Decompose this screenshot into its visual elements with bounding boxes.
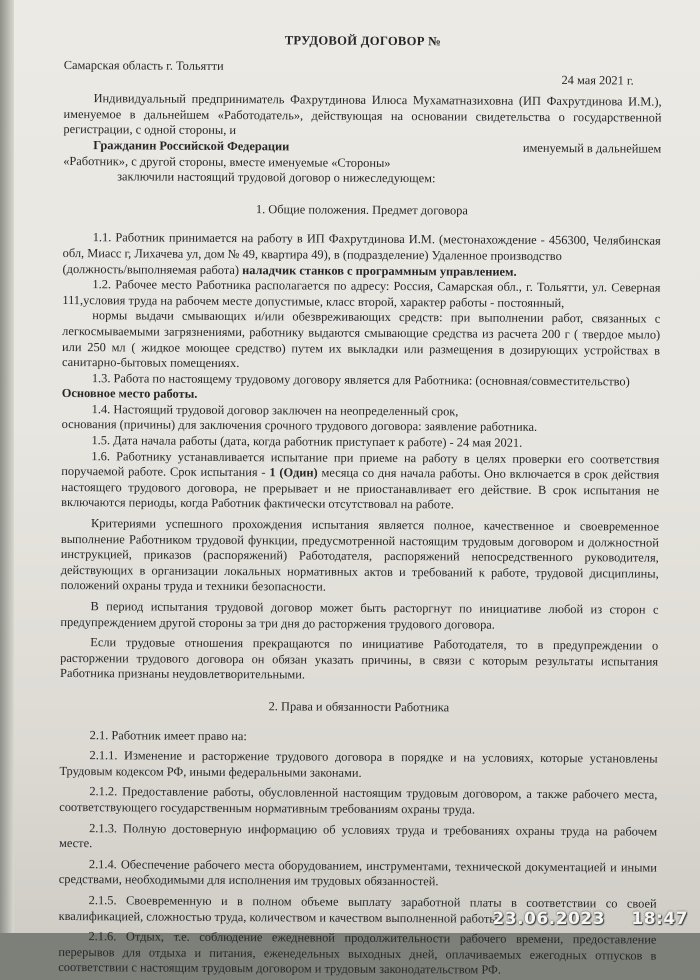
clause-2-1-2: 2.1.2. Предоставление работы, обусловленной настоящим трудовым договором, а также рабочего места, соответствующего государственным нормативным требованиям охраны труда. bbox=[59, 784, 658, 817]
place-date-line bbox=[64, 58, 662, 89]
employer-initiative-paragraph: Если трудовые отношения прекращаются по инициативе Работодателя, то в предупреждении о расторжении трудового договора он обязан указать причины, в связи с которым результаты испытания Работника признаны неудовлетворительными. bbox=[60, 635, 659, 682]
place-text: Самарская область г. Тольятти bbox=[63, 57, 224, 73]
clause-1-3-value: Основное место работы. bbox=[61, 386, 198, 402]
clause-2-1-1: 2.1.1. Изменение и расторжение трудового договора в порядке и на условиях, которые установлены Трудовым кодексом РФ, иными федеральными законами. bbox=[59, 748, 658, 780]
date-text: 24 мая 2021 г. bbox=[561, 72, 634, 88]
clause-2-1-5: 2.1.5. Своевременную и в полном объеме выплату заработной платы в соответствии со своей квалификацией, сложностью труда, количеством и качеством выполненной работы. bbox=[58, 893, 657, 926]
intro-parties-text: «Работник», с другой стороны, вместе именуемые «Стороны» bbox=[63, 153, 391, 170]
timestamp-time: 18:47 bbox=[631, 909, 688, 929]
section-1-heading: 1. Общие положения. Предмет договора bbox=[255, 201, 468, 218]
contract-document bbox=[58, 32, 662, 980]
clause-2-1-3: 2.1.3. Полную достоверную информацию об условиях труда и требованиях охраны труда на рабочем месте. bbox=[59, 820, 658, 851]
clause-1-1-position-value: наладчик станков с программным управлением. bbox=[242, 262, 517, 279]
intro-named-text: именуемый в дальнейшем bbox=[522, 140, 662, 156]
clause-1-3: 1.3. Работа по настоящему трудовому договору является для Работника: (основная/совместительство) bbox=[91, 370, 630, 389]
probation-termination-paragraph: В период испытания трудовой договор может быть расторгнут по инициативе любой из сторон с предупреждением другой стороны за три дня до расторжения трудового договора. bbox=[60, 599, 659, 632]
clause-1-1: 1.1. Работник принимается на работу в ИП Фахрутдинова И.М. (местонахождение - 456300, Челябинская обл, Миасс г, Лихачева ул, дом № 49, квартира 49), в (подразделение) Удаленное производство bbox=[62, 230, 661, 263]
clause-2-1: 2.1. Работник имеет право на: bbox=[89, 727, 247, 743]
clause-1-2: 1.2. Рабочее место Работника располагается по адресу: Россия, Самарская обл., г. Тольятти, ул. Северная 111,условия труда на рабочем месте допустимые, класс второй, характер работы - постоянный, bbox=[62, 277, 661, 310]
clause-1-6 bbox=[61, 449, 659, 515]
clause-2-1-6: 2.1.6. Отдых, т.е. соблюдение ежедневной продолжительности рабочего времени, предоставление перерывов для отдыха и питания, еженедельных выходных дней, оплачиваемых ежегодных отпусков в соответствии с настоящим трудовым договором и трудовым законодательством РФ. bbox=[58, 929, 657, 977]
clause-1-6-start: 1.6. Работнику устанавливается испытание при приеме на работу в целях проверки его соответствия поручаемой работе. Срок испытания - bbox=[61, 448, 660, 480]
clause-1-6-period: 1 (Один) bbox=[269, 465, 318, 480]
timestamp-date: 23.06.2023 bbox=[492, 909, 605, 929]
clause-1-1-position-label: (должность/выполняемая работа) bbox=[62, 261, 240, 277]
criteria-paragraph: Критериями успешного прохождения испытания является полное, качественное и своевременное выполнение Работником трудовой функции, предусмотренной настоящим трудовым договором и должностной инструкцией, приказов (распоряжений) Работодателя, распоряжений непосредственного руководителя, действующих в организации локальных нормативных актов и требований к работе, трудовой дисциплины, положений охраны труда и техники безопасности. bbox=[60, 516, 660, 595]
section-2-heading: 2. Права и обязанности Работника bbox=[268, 699, 450, 715]
clause-1-2-norms: нормы выдачи смывающих и/или обезвреживающих средств: при выполнении работ, связанных с легкосмываемыми загрязнениями, работнику выдаются смывающие средства из расчета 200 г ( твердое мыло) или 250 мл ( жидкое моющее средство) путем их выкладки или размещения в дозирующих устройствах в санитарно-бытовых помещениях. bbox=[61, 308, 661, 371]
clause-1-5: 1.5. Дата начала работы (дата, когда работник приступает к работе) - 24 мая 2021. bbox=[91, 433, 523, 450]
clause-2-1-4: 2.1.4. Обеспечение рабочего места оборудованием, инструментами, технической документацией и иными средствами, необходимыми для исполнения им трудовых обязанностей. bbox=[58, 856, 657, 889]
clause-1-4: 1.4. Настоящий трудовой договор заключен на неопределенный срок, bbox=[91, 402, 459, 419]
clause-1-6-end: месяца со дня начала работы. Оно включается в срок действия настоящего трудового договора, не прерывает и не приостанавливает его действие. В срок испытания не включаются периоды, когда Работник фактически отсутствовал на работе. bbox=[61, 465, 660, 512]
photo-timestamp bbox=[492, 909, 688, 929]
clause-1-4-basis: основания (причины) для заключения срочного трудового договора: заявление работника. bbox=[61, 417, 538, 435]
intro-concluded-text: заключили настоящий трудовой договор о нижеследующем: bbox=[117, 169, 436, 186]
intro-citizen-text: Гражданин Российской Федерации bbox=[93, 138, 290, 154]
document-title: ТРУДОВОЙ ДОГОВОР № bbox=[284, 33, 442, 49]
page-edge-shadow bbox=[0, 0, 14, 933]
intro-employer-paragraph: Индивидуальный предприниматель Фахрутдинова Илюса Мухаматназиховна (ИП Фахрутдинова И.М.), именуемое в дальнейшем «Работодатель», действующая на основании свидетельства о государственной регистрации, с одной стороны, и bbox=[63, 91, 662, 138]
